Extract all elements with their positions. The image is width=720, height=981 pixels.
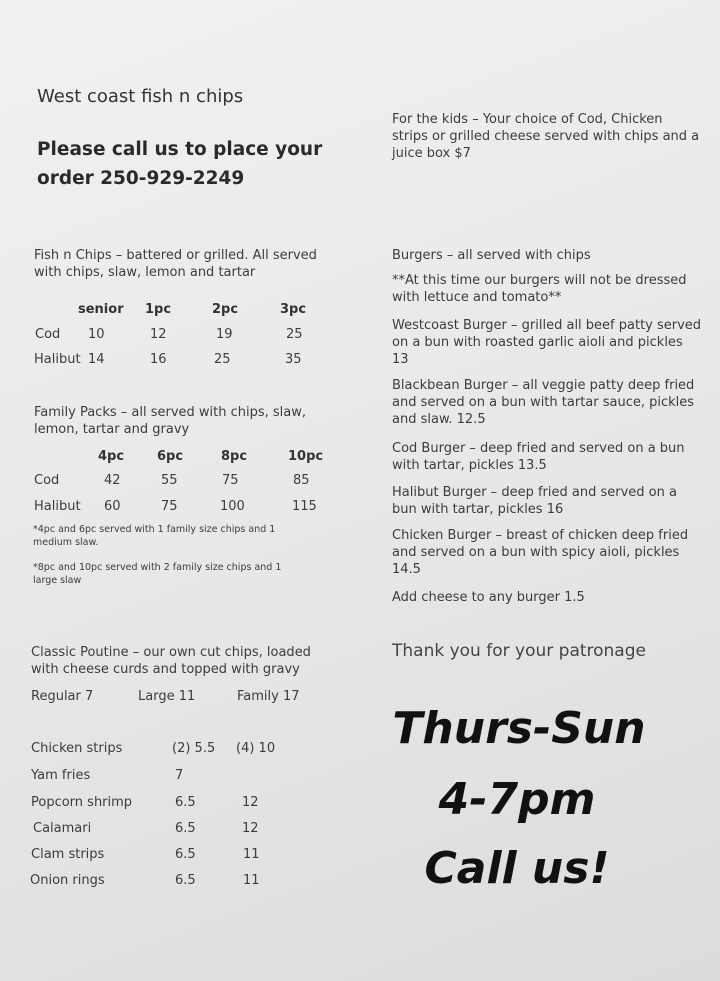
column-header: senior — [78, 302, 124, 317]
table-cell: 75 — [161, 499, 178, 514]
table-cell: 85 — [293, 473, 310, 488]
burger-item — [392, 377, 694, 428]
fish-desc-line-2: with chips, slaw, lemon and tartar — [34, 265, 256, 280]
family-note-2-line-1: *8pc and 10pc served with 2 family size chips and 1 — [33, 562, 282, 573]
family-note-1 — [33, 523, 275, 549]
side-item-price: 12 — [242, 821, 259, 836]
row-label: Halibut — [34, 352, 81, 367]
burger-line: Cod Burger – deep fried and served on a bun — [392, 441, 685, 456]
call-line-1: Please call us to place your — [37, 139, 323, 160]
burger-line: and served on a bun with spicy aioli, pickles — [392, 545, 680, 560]
kids-line-2: strips or grilled cheese served with chips and a — [392, 129, 700, 144]
kids-line-3: juice box $7 — [392, 146, 471, 161]
poutine-size: Regular 7 — [31, 689, 94, 704]
column-header: 2pc — [212, 302, 239, 317]
table-cell: 35 — [285, 352, 302, 367]
side-item-price: 6.5 — [175, 873, 196, 888]
burger-line: Blackbean Burger – all veggie patty deep fried — [392, 378, 695, 393]
call-line-2: order 250-929-2249 — [37, 168, 245, 189]
family-note-2-line-2: large slaw — [33, 575, 82, 586]
family-note-1-line-2: medium slaw. — [33, 537, 99, 548]
fish-desc-line-1: Fish n Chips – battered or grilled. All served — [34, 248, 317, 263]
burger-line: 14.5 — [392, 562, 421, 577]
side-item-price: (2) 5.5 — [172, 741, 216, 756]
poutine-desc-line-2: with cheese curds and topped with gravy — [31, 662, 300, 677]
side-item-price: 11 — [243, 847, 260, 862]
family-note-2 — [33, 561, 281, 587]
side-item-price: 6.5 — [175, 795, 196, 810]
side-item-name: Onion rings — [30, 873, 105, 888]
column-header: 6pc — [157, 449, 184, 464]
burger-item — [392, 440, 685, 474]
poutine-desc-line-1: Classic Poutine – our own cut chips, loaded — [31, 645, 311, 660]
side-item-price: 7 — [175, 768, 184, 783]
side-item-price: 6.5 — [175, 847, 196, 862]
burger-line: 13 — [392, 352, 409, 367]
side-item-name: Clam strips — [31, 847, 105, 862]
side-item-price: 11 — [243, 873, 260, 888]
table-cell: 115 — [292, 499, 317, 514]
hours-days: Thurs-Sun — [392, 703, 646, 754]
add-cheese-note: Add cheese to any burger 1.5 — [392, 590, 585, 605]
side-item-price: 6.5 — [175, 821, 196, 836]
family-desc-line-2: lemon, tartar and gravy — [34, 422, 190, 437]
table-cell: 25 — [286, 327, 303, 342]
table-cell: 10 — [88, 327, 105, 342]
table-cell: 42 — [104, 473, 121, 488]
table-cell: 60 — [104, 499, 121, 514]
burger-line: Halibut Burger – deep fried and served on a — [392, 485, 677, 500]
table-cell: 25 — [214, 352, 231, 367]
burger-line: with tartar, pickles 13.5 — [392, 458, 547, 473]
family-packs-description — [34, 404, 306, 438]
fish-n-chips-description — [34, 247, 317, 281]
column-header: 4pc — [98, 449, 125, 464]
row-label: Cod — [35, 327, 61, 342]
table-cell: 55 — [161, 473, 178, 488]
side-item-name: Calamari — [33, 821, 92, 836]
burger-item — [392, 484, 677, 518]
poutine-size: Large 11 — [138, 689, 196, 704]
burger-item — [392, 317, 701, 368]
thank-you-note: Thank you for your patronage — [392, 641, 646, 661]
row-label: Cod — [34, 473, 60, 488]
table-cell: 12 — [150, 327, 167, 342]
burger-line: and slaw. 12.5 — [392, 412, 486, 427]
side-item-price: (4) 10 — [236, 741, 276, 756]
poutine-size: Family 17 — [237, 689, 300, 704]
table-cell: 16 — [150, 352, 167, 367]
family-note-1-line-1: *4pc and 6pc served with 1 family size chips and 1 — [33, 524, 276, 535]
side-item-price: 12 — [242, 795, 259, 810]
burger-line: on a bun with roasted garlic aioli and pickles — [392, 335, 683, 350]
column-header: 3pc — [280, 302, 307, 317]
column-header: 10pc — [288, 449, 324, 464]
burger-item — [392, 527, 688, 578]
hours-call: Call us! — [424, 843, 610, 894]
page-title: West coast fish n chips — [37, 86, 244, 107]
side-item-name: Chicken strips — [31, 741, 123, 756]
column-header: 8pc — [221, 449, 248, 464]
burger-line: and served on a bun with tartar sauce, pickles — [392, 395, 695, 410]
poutine-description — [31, 644, 311, 678]
kids-line-1: For the kids – Your choice of Cod, Chicken — [392, 112, 663, 127]
side-item-name: Popcorn shrimp — [31, 795, 133, 810]
column-header: 1pc — [145, 302, 172, 317]
table-cell: 75 — [222, 473, 239, 488]
table-cell: 100 — [220, 499, 245, 514]
row-label: Halibut — [34, 499, 81, 514]
side-item-name: Yam fries — [31, 768, 91, 783]
hours-time: 4-7pm — [438, 774, 596, 825]
burgers-heading: Burgers – all served with chips — [392, 248, 591, 263]
burger-line: Chicken Burger – breast of chicken deep fried — [392, 528, 689, 543]
burgers-note — [392, 272, 687, 306]
burger-line: Westcoast Burger – grilled all beef patty served — [392, 318, 702, 333]
call-to-order — [37, 135, 322, 193]
kids-menu — [392, 111, 699, 162]
burgers-note-line-2: with lettuce and tomato** — [392, 290, 562, 305]
burgers-note-line-1: **At this time our burgers will not be dressed — [392, 273, 687, 288]
family-desc-line-1: Family Packs – all served with chips, slaw, — [34, 405, 307, 420]
burger-line: bun with tartar, pickles 16 — [392, 502, 564, 517]
table-cell: 19 — [216, 327, 233, 342]
table-cell: 14 — [88, 352, 105, 367]
